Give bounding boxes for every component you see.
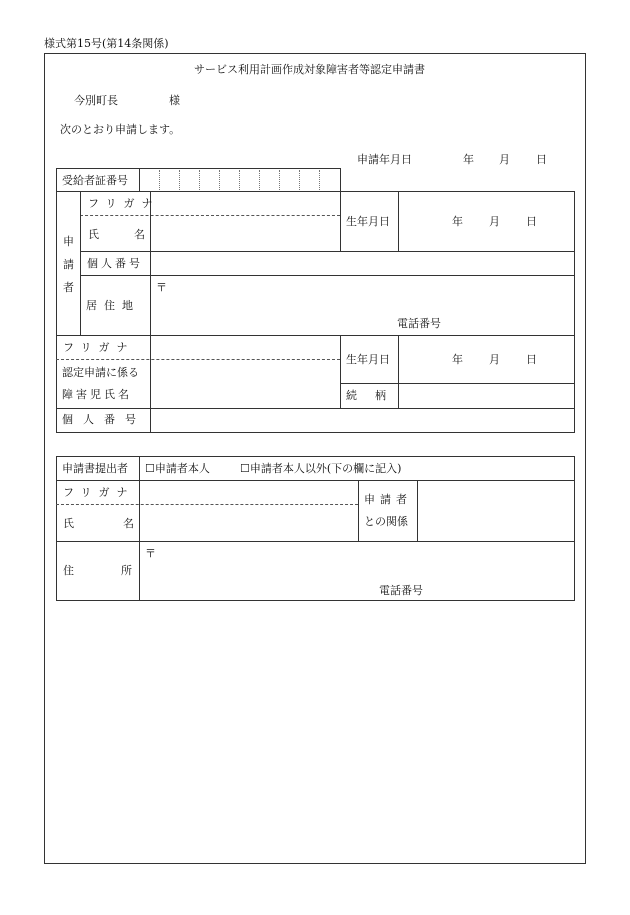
child-furigana-field[interactable]	[151, 336, 339, 358]
applicant-furigana-field[interactable]	[151, 192, 339, 214]
form-number: 様式第15号(第14条関係)	[44, 37, 169, 50]
submitter-option-other[interactable]: ☐申請者本人以外(下の欄に記入)	[240, 462, 402, 475]
applicant-name-field[interactable]	[151, 216, 339, 250]
applicant-postal-mark: 〒	[156, 281, 167, 294]
submitter-relation-label-line1: 申請者	[364, 493, 412, 506]
addressee-honorific: 様	[169, 94, 180, 107]
child-relationship-field[interactable]	[399, 384, 574, 407]
submitter-option-self[interactable]: ☐申請者本人	[145, 462, 210, 475]
child-personal-number-field[interactable]	[151, 409, 574, 432]
submitter-name-label-1: 氏	[63, 517, 74, 530]
submitter-label: 申請書提出者	[62, 462, 128, 475]
applicant-personal-number-label: 個人番号	[87, 257, 143, 270]
submitter-relation-label-line2: との関係	[364, 515, 408, 528]
child-birth-label: 生年月日	[346, 353, 390, 366]
applicant-section-label-3: 者	[63, 281, 74, 294]
child-relationship-label: 続柄	[346, 389, 404, 402]
form-title: サービス利用計画作成対象障害者等認定申請書	[194, 63, 425, 76]
submitter-address-label-2: 所	[121, 564, 132, 577]
applicant-birth-day: 日	[526, 215, 537, 228]
submitter-address-field[interactable]	[140, 542, 574, 600]
child-furigana-label: フリガナ	[63, 341, 135, 354]
child-birth-month: 月	[489, 353, 500, 366]
application-date-year: 年	[463, 153, 474, 166]
submitter-postal-mark: 〒	[145, 547, 156, 560]
applicant-name-label-1: 氏	[88, 228, 99, 241]
addressee-name: 今別町長	[74, 94, 118, 107]
certificate-number-label: 受給者証番号	[62, 174, 128, 187]
applicant-furigana-label: フリガナ	[88, 197, 160, 210]
applicant-section-label-2: 請	[63, 258, 74, 271]
child-birth-year: 年	[452, 353, 463, 366]
request-text: 次のとおり申請します。	[60, 123, 181, 136]
applicant-birth-year: 年	[452, 215, 463, 228]
application-date-month: 月	[499, 153, 510, 166]
application-date-label: 申請年月日	[357, 153, 412, 166]
submitter-name-label-2: 名	[123, 517, 134, 530]
submitter-name-field[interactable]	[140, 505, 357, 540]
applicant-birth-label: 生年月日	[346, 215, 390, 228]
submitter-furigana-label: フリガナ	[63, 486, 135, 499]
submitter-address-label-1: 住	[63, 564, 74, 577]
applicant-residence-label: 居住地	[86, 299, 140, 312]
submitter-phone-label: 電話番号	[379, 584, 423, 597]
submitter-relation-field[interactable]	[418, 481, 574, 540]
applicant-personal-number-field[interactable]	[151, 252, 574, 274]
applicant-birth-month: 月	[489, 215, 500, 228]
applicant-section-label-1: 申	[63, 235, 74, 248]
applicant-name-label-2: 名	[134, 228, 145, 241]
child-name-label-line1: 認定申請に係る	[62, 366, 139, 379]
child-birth-day: 日	[526, 353, 537, 366]
child-personal-number-label: 個人番号	[62, 413, 146, 426]
application-date-day: 日	[536, 153, 547, 166]
submitter-furigana-field[interactable]	[140, 481, 357, 503]
child-name-label-line2: 障害児氏名	[62, 388, 132, 401]
applicant-residence-field[interactable]	[151, 276, 574, 334]
child-name-field[interactable]	[151, 360, 339, 407]
applicant-phone-label: 電話番号	[397, 317, 441, 330]
